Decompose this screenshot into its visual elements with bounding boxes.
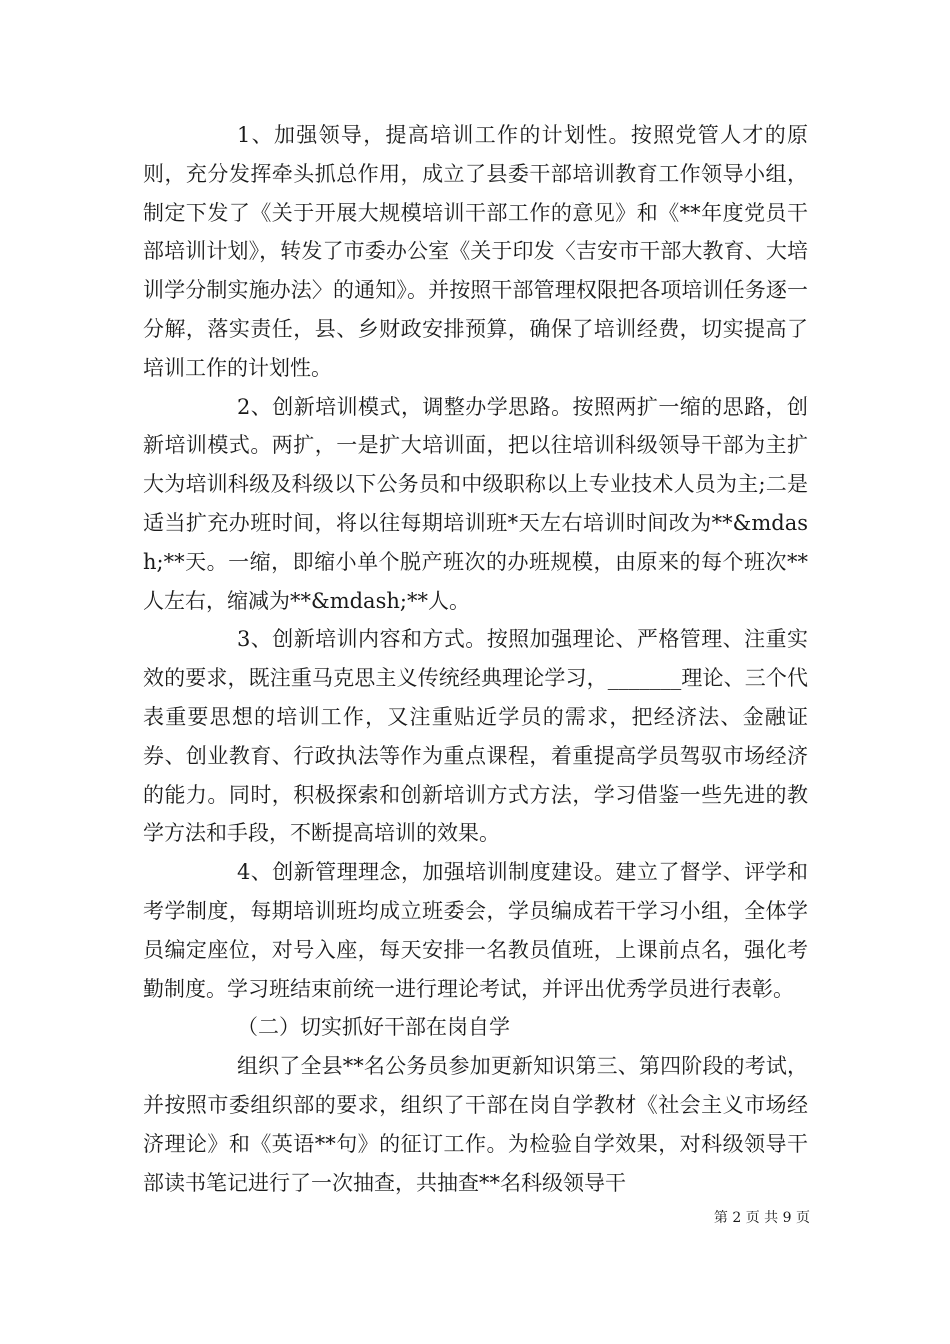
section-heading: （二）切实抓好干部在岗自学: [237, 1015, 510, 1040]
paragraph-4: 4、创新管理理念，加强培训制度建设。建立了督学、评学和考学制度，每期培训班均成立班委会，学员编成若干学习小组，全体学员编定座位，对号入座，每天安排一名教员值班，上课前点名，强化考勤制度。学习班结束前统一进行理论考试，并评出优秀学员进行表彰。: [143, 860, 808, 1001]
paragraph-5: 组织了全县**名公务员参加更新知识第三、第四阶段的考试，并按照市委组织部的要求，组织了干部在岗自学教材《社会主义市场经济理论》和《英语**句》的征订工作。为检验自学效果，对科级领导干部读书笔记进行了一次抽查，共抽查**名科级领导干: [143, 1054, 808, 1195]
page-number-footer: 第 2 页 共 9 页: [713, 1210, 810, 1226]
document-body: [143, 116, 808, 1202]
paragraph-3: 3、创新培训内容和方式。按照加强理论、严格管理、注重实效的要求，既注重马克思主义传统经典理论学习，_______理论、三个代表重要思想的培训工作，又注重贴近学员的需求，把经济法、金融证券、创业教育、行政执法等作为重点课程，着重提高学员驾驭市场经济的能力。同时，积极探索和创新培训方式方法，学习借鉴一些先进的教学方法和手段，不断提高培训的效果。: [143, 627, 808, 846]
paragraph-1: 1、加强领导，提高培训工作的计划性。按照党管人才的原则，充分发挥牵头抓总作用，成立了县委干部培训教育工作领导小组，制定下发了《关于开展大规模培训干部工作的意见》和《**年度党员干部培训计划》，转发了市委办公室《关于印发〈吉安市干部大教育、大培训学分制实施办法〉的通知》。并按照干部管理权限把各项培训任务逐一分解，落实责任，县、乡财政安排预算，确保了培训经费，切实提高了培训工作的计划性。: [143, 123, 808, 380]
paragraph-2: 2、创新培训模式，调整办学思路。按照两扩一缩的思路，创新培训模式。两扩，一是扩大培训面，把以往培训科级领导干部为主扩大为培训科级及科级以下公务员和中级职称以上专业技术人员为主;二是适当扩充办班时间，将以往每期培训班*天左右培训时间改为**&mdash;**天。一缩，即缩小单个脱产班次的办班规模，由原来的每个班次**人左右，缩减为**&mdash;**人。: [143, 394, 808, 613]
